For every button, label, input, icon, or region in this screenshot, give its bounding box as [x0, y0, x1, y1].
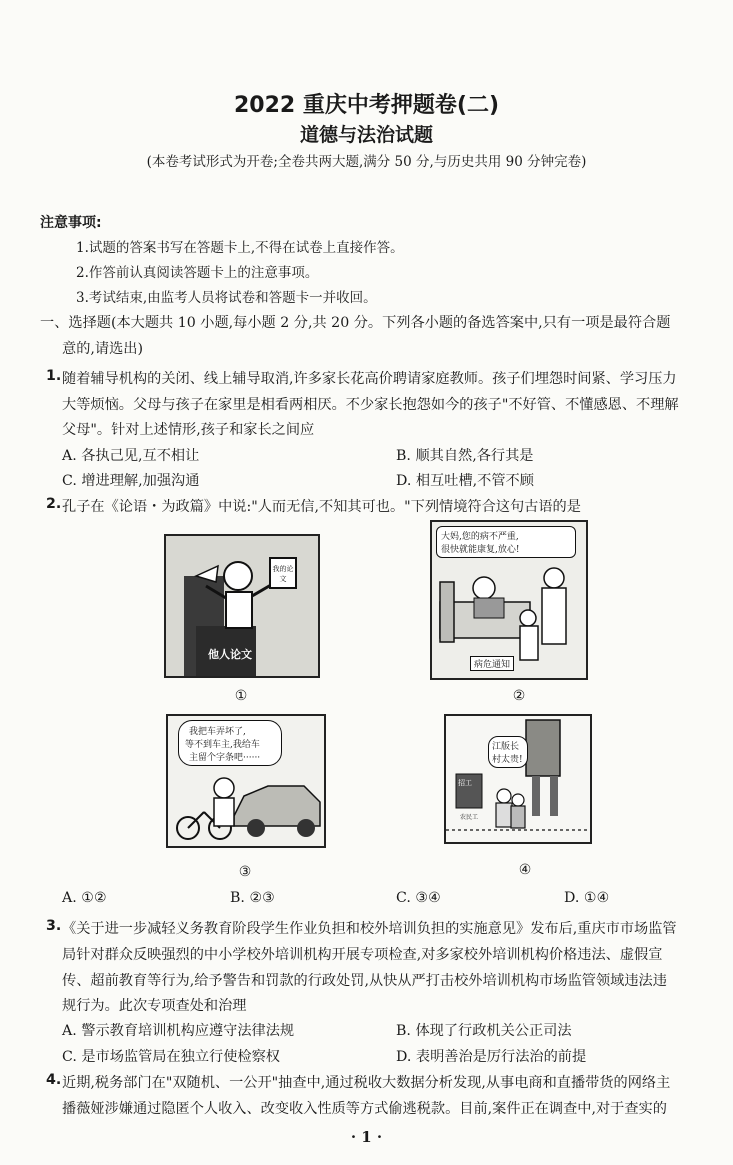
option-a: A. ①② [62, 890, 107, 906]
question-stem-line: 随着辅导机构的关闭、线上辅导取消,许多家长花高价聘请家庭教师。孩子们埋怨时间紧、学习压力 [62, 371, 677, 387]
question-stem-line: 局针对群众反映强烈的中小学校外培训机构开展专项检查,对多家校外培训机构价格违法、虚假宣 [62, 947, 663, 963]
cartoon-wage [444, 714, 592, 844]
cartoon-plagiarism [164, 534, 320, 678]
bubble-line: 大妈,您的病不严重, [441, 532, 519, 542]
question-stem-line: 规行为。此次专项查处和治理 [62, 998, 247, 1014]
speech-bubble [436, 526, 576, 558]
note-item: 2.作答前认真阅读答题卡上的注意事项。 [76, 265, 319, 281]
exam-title: 2022 重庆中考押题卷(二) [234, 93, 499, 118]
cartoon-car-note [166, 714, 326, 848]
option-c: C. 增进理解,加强沟通 [62, 473, 200, 489]
section-heading: 一、选择题(本大题共 10 小题,每小题 2 分,共 20 分。下列各小题的备选答案中,只有一项是最符合题 [40, 315, 671, 331]
cartoon-doctor [430, 520, 588, 680]
bubble-line: 我把车弄坏了, [189, 727, 246, 737]
question-number: 4. [46, 1072, 62, 1088]
plagiarism-sign: 他人论文 [208, 648, 252, 661]
question-stem: 孔子在《论语・为政篇》中说:"人而无信,不知其可也。"下列情境符合这句古语的是 [62, 499, 581, 515]
section-heading-cont: 意的,请选出) [62, 341, 143, 357]
speech-bubble [488, 736, 528, 768]
bubble-line: 村太贵! [492, 755, 523, 765]
option-b: B. 体现了行政机关公正司法 [396, 1023, 572, 1039]
bubble-line: 等不到车主,我给车 [185, 740, 260, 750]
option-d: D. ①④ [564, 890, 610, 906]
notes-heading: 注意事项: [40, 215, 102, 231]
option-d: D. 相互吐槽,不管不顾 [396, 473, 534, 489]
question-number: 3. [46, 918, 62, 934]
picture-caption: ② [512, 688, 526, 704]
picture-caption: ④ [518, 862, 532, 878]
exam-subject: 道德与法治试题 [299, 124, 433, 146]
question-stem-line: 大等烦恼。父母与孩子在家里是相看两相厌。不少家长抱怨如今的孩子"不好管、不懂感恩、不理解 [62, 397, 679, 413]
box-label: 招工 [458, 779, 472, 787]
box-label: 农民工 [460, 814, 479, 821]
picture-caption: ① [234, 688, 248, 704]
critical-notice-sign: 病危通知 [470, 656, 514, 671]
picture-caption: ③ [238, 864, 252, 880]
option-a: A. 各执己见,互不相让 [62, 448, 200, 464]
option-b: B. 顺其自然,各行其是 [396, 448, 534, 464]
note-item: 1.试题的答案书写在答题卡上,不得在试卷上直接作答。 [76, 240, 404, 256]
exam-instructions: (本卷考试形式为开卷;全卷共两大题,满分 50 分,与历史共用 90 分钟完卷) [146, 154, 587, 170]
option-c: C. ③④ [396, 890, 441, 906]
bubble-line: 主留个字条吧······ [189, 753, 261, 763]
question-number: 2. [46, 496, 62, 512]
note-item: 3.考试结束,由监考人员将试卷和答题卡一并收回。 [76, 290, 377, 306]
option-c: C. 是市场监管局在独立行使检察权 [62, 1049, 280, 1065]
question-number: 1. [46, 368, 62, 384]
question-stem-line: 《关于进一步减轻义务教育阶段学生作业负担和校外培训负担的实施意见》发布后,重庆市市场监管 [62, 921, 677, 937]
option-d: D. 表明善治是厉行法治的前提 [396, 1049, 587, 1065]
question-stem-line: 近期,税务部门在"双随机、一公开"抽查中,通过税收大数据分析发现,从事电商和直播带货的网络主 [62, 1075, 671, 1091]
bubble-line: 很快就能康复,放心! [441, 545, 520, 555]
option-b: B. ②③ [230, 890, 275, 906]
bubble-line: 江版长 [492, 742, 520, 752]
question-stem-line: 播薇娅涉嫌通过隐匿个人收入、改变收入性质等方式偷逃税款。目前,案件正在调查中,对于查实的 [62, 1101, 667, 1117]
option-a: A. 警示教育培训机构应遵守法律法规 [62, 1023, 295, 1039]
question-stem-line: 父母"。针对上述情形,孩子和家长之间应 [62, 422, 315, 438]
question-stem-line: 传、超前教育等行为,给予警告和罚款的行政处罚,从快从严打击校外培训机构市场监管领域违法违 [62, 973, 667, 989]
speech-bubble [178, 720, 282, 766]
thesis-book-label: 我的论文 [272, 565, 294, 583]
page-number: · 1 · [350, 1128, 383, 1146]
